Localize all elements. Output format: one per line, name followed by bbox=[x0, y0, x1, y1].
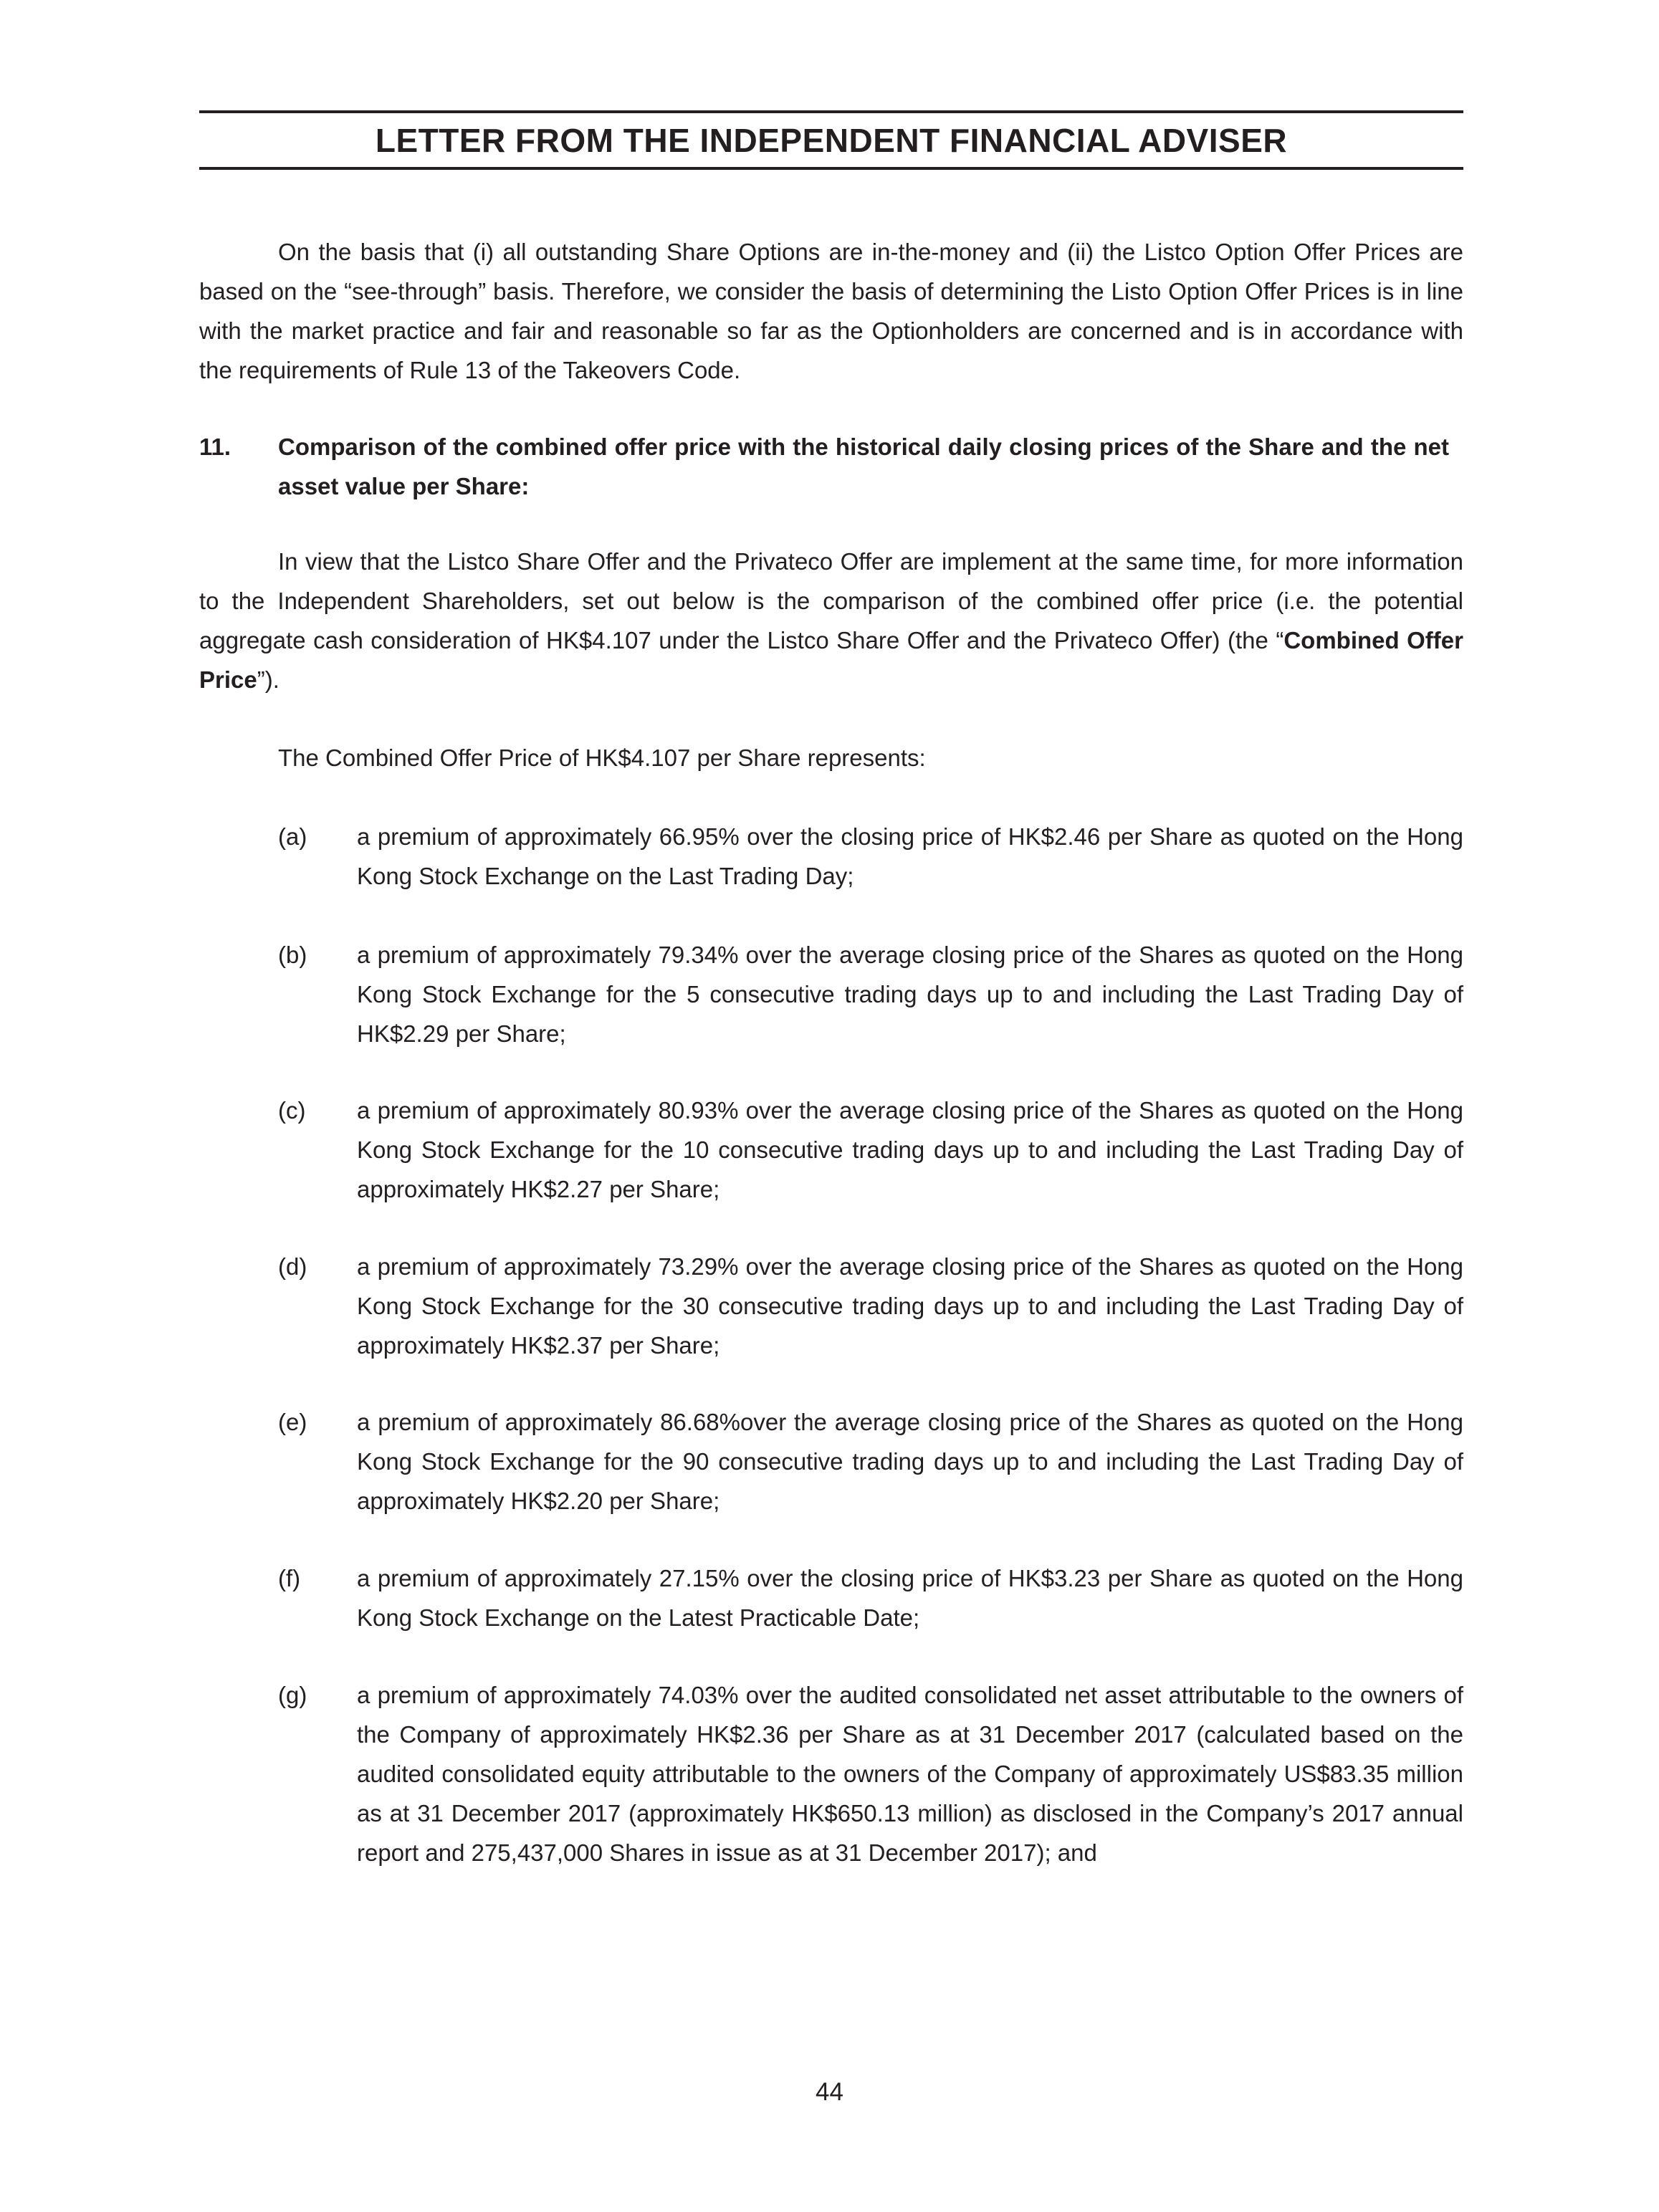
header-top-rule bbox=[199, 110, 1463, 113]
list-item-label: (c) bbox=[278, 1097, 306, 1124]
list-item-text: a premium of approximately 80.93% over the average closing price of the Shares as quoted on the Hong Kong Stock Exchange for the 10 consecutive trading days up to and including the Last Trading Day of approximately HK$2.27 per Share; bbox=[357, 1097, 1463, 1202]
paragraph-share-options-basis: On the basis that (i) all outstanding Share Options are in-the-money and (ii) the Listco Option Offer Prices are based on the “see-through” basis. Therefore, we consider the basis of determining the Listo Option Offer Prices is in line with the market practice and fair and reasonable so far as the Optionholders are concerned and is in accordance with the requirements of Rule 13 of the Takeovers Code. bbox=[199, 239, 1463, 383]
list-item-text: a premium of approximately 74.03% over the audited consolidated net asset attributable to the owners of the Company of approximately HK$2.36 per Share as at 31 December 2017 (calculated based on the audited consolidated equity attributable to the owners of the Company of approximately US$83.35 million as at 31 December 2017 (approximately HK$650.13 million) as disclosed in the Company’s 2017 annual report and 275,437,000 Shares in issue as at 31 December 2017); and bbox=[357, 1682, 1463, 1866]
list-item-label: (g) bbox=[278, 1682, 307, 1708]
page-header-title: LETTER FROM THE INDEPENDENT FINANCIAL ADVISER bbox=[375, 122, 1288, 159]
list-item-label: (b) bbox=[278, 942, 307, 968]
list-item-label: (d) bbox=[278, 1253, 307, 1280]
list-item-text: a premium of approximately 27.15% over the closing price of HK$3.23 per Share as quoted on the Hong Kong Stock Exchange on the Latest Practicable Date; bbox=[357, 1565, 1463, 1631]
section-title: Comparison of the combined offer price with the historical daily closing prices of the Share and the net asset value per Share: bbox=[278, 434, 1449, 499]
list-item-text: a premium of approximately 66.95% over the closing price of HK$2.46 per Share as quoted on the Hong Kong Stock Exchange on the Last Trading Day; bbox=[357, 823, 1463, 889]
list-item-text: a premium of approximately 73.29% over the average closing price of the Shares as quoted on the Hong Kong Stock Exchange for the 30 consecutive trading days up to and including the Last Trading Day of approximately HK$2.37 per Share; bbox=[357, 1253, 1463, 1359]
list-item-label: (e) bbox=[278, 1409, 307, 1435]
list-item-label: (f) bbox=[278, 1565, 301, 1591]
page-number: 44 bbox=[816, 2078, 843, 2106]
paragraph-text: ”). bbox=[257, 666, 279, 693]
list-item-label: (a) bbox=[278, 823, 307, 850]
paragraph-text: In view that the Listco Share Offer and the Privateco Offer are implement at the same time, for more information to the Independent Shareholders, set out below is the comparison of the combined offer price (i.e. the potential aggregate cash consideration of HK$4.107 under the Listco Share Offer and the Privateco Offer) (the “ bbox=[199, 548, 1463, 653]
header-bottom-rule bbox=[199, 167, 1463, 170]
defined-term-combined-offer-price: Combined Offer Price bbox=[199, 627, 1463, 693]
paragraph-represents: The Combined Offer Price of HK$4.107 per Share represents: bbox=[278, 744, 926, 771]
paragraph-combined-offer-intro bbox=[199, 542, 1463, 699]
section-number: 11. bbox=[199, 434, 231, 460]
list-item-text: a premium of approximately 79.34% over the average closing price of the Shares as quoted on the Hong Kong Stock Exchange for the 5 consecutive trading days up to and including the Last Trading Day of HK$2.29 per Share; bbox=[357, 942, 1463, 1047]
list-item-text: a premium of approximately 86.68%over the average closing price of the Shares as quoted on the Hong Kong Stock Exchange for the 90 consecutive trading days up to and including the Last Trading Day of approximately HK$2.20 per Share; bbox=[357, 1409, 1463, 1514]
